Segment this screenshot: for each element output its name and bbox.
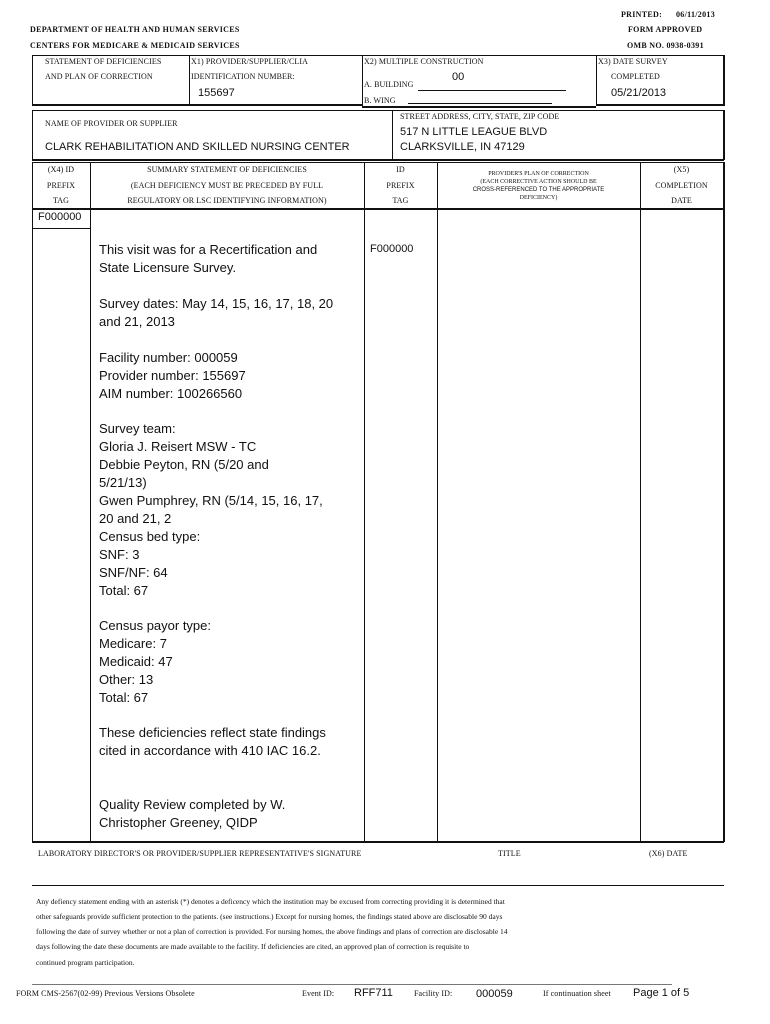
x5-header-2: COMPLETION xyxy=(655,181,708,190)
event-id-value: RFF711 xyxy=(354,987,393,999)
facility-id-label: Facility ID: xyxy=(414,989,453,998)
x4-header-1: (X4) ID xyxy=(47,165,75,174)
census-payor-label: Census payor type: xyxy=(99,618,212,633)
id-header-1: ID xyxy=(396,165,405,174)
plan-header-1: PROVIDER'S PLAN OF CORRECTION xyxy=(488,171,589,177)
summary-header-2: (EACH DEFICIENCY MUST BE PRECEDED BY FULL xyxy=(130,181,324,190)
paragraph-quality-review: Quality Review completed by W. Christopher Greeney, QIDP xyxy=(99,797,286,830)
printed-date: 06/11/2013 xyxy=(676,10,716,19)
census-payor-total: Total: 67 xyxy=(99,690,149,705)
survey-team-member-3: Gwen Pumphrey, RN (5/14, 15, 16, 17, 20 and 21, 2 xyxy=(99,493,323,526)
department-title: DEPARTMENT OF HEALTH AND HUMAN SERVICES xyxy=(30,25,240,34)
x5-header-1: (X5) xyxy=(673,165,690,174)
x4-header-2: PREFIX xyxy=(46,181,76,190)
name-label: NAME OF PROVIDER OR SUPPLIER xyxy=(45,119,178,128)
survey-team-member-2: Debbie Peyton, RN (5/20 and 5/21/13) xyxy=(99,457,269,490)
x6-date-label: (X6) DATE xyxy=(649,849,688,858)
census-bed-label: Census bed type: xyxy=(99,529,201,544)
disclaimer-line-4: days following the date these documents are made available to the facility. If deficiencies are cited, an approved plan of correction is requisite to xyxy=(36,942,470,951)
page-number: Page 1 of 5 xyxy=(633,987,690,999)
disclaimer-line-3: following the date of survey whether or not a plan of correction is provided. For nursing homes, the above findings and plans of correction are disclosable 14 xyxy=(36,927,508,936)
provider-name: CLARK REHABILITATION AND SKILLED NURSING CENTER xyxy=(45,141,350,153)
form-number: FORM CMS-2567(02-99) Previous Versions Obsolete xyxy=(16,989,195,998)
summary-header-1: SUMMARY STATEMENT OF DEFICIENCIES xyxy=(147,165,307,174)
plan-header-2: (EACH CORRECTIVE ACTION SHOULD BE xyxy=(480,179,597,185)
x5-header-3: DATE xyxy=(671,196,692,205)
printed-label: PRINTED: xyxy=(621,10,663,19)
survey-date: 05/21/2013 xyxy=(611,87,667,99)
census-medicare: Medicare: 7 xyxy=(99,636,167,651)
x1-label-2: IDENTIFICATION NUMBER: xyxy=(191,72,295,81)
census-snf: SNF: 3 xyxy=(99,547,140,562)
id-header-3: TAG xyxy=(392,196,409,205)
signature-label: LABORATORY DIRECTOR'S OR PROVIDER/SUPPLIER REPRESENTATIVE'S SIGNATURE xyxy=(38,849,362,858)
paragraph-visit: This visit was for a Recertification and State Licensure Survey. xyxy=(99,242,318,275)
address-line-2: CLARKSVILLE, IN 47129 xyxy=(400,141,525,153)
title-label: TITLE xyxy=(498,849,521,858)
census-medicaid: Medicaid: 47 xyxy=(99,654,173,669)
plan-header-4: DEFICIENCY) xyxy=(519,195,558,201)
provider-id: 155697 xyxy=(198,87,235,99)
disclaimer-line-5: continued program participation. xyxy=(36,958,135,967)
building-value: 00 xyxy=(452,71,465,83)
left-prefix-tag: F000000 xyxy=(38,211,82,223)
facility-id-value: 000059 xyxy=(476,988,513,1000)
centers-title: CENTERS FOR MEDICARE & MEDICAID SERVICES xyxy=(30,41,240,50)
statement-label-2: AND PLAN OF CORRECTION xyxy=(45,72,153,81)
building-label: A. BUILDING xyxy=(364,80,414,89)
form-approved: FORM APPROVED xyxy=(628,25,703,34)
survey-team-member-1: Gloria J. Reisert MSW - TC xyxy=(99,439,257,454)
disclaimer-line-1: Any defiency statement ending with an asterisk (*) denotes a deficency which the institution may be excused from correcting providing it is determined that xyxy=(36,897,505,906)
continuation-label: If continuation sheet xyxy=(543,989,611,998)
summary-header-3: REGULATORY OR LSC IDENTIFYING INFORMATION) xyxy=(127,196,327,205)
right-prefix-tag: F000000 xyxy=(370,243,414,255)
census-bed-total: Total: 67 xyxy=(99,583,149,598)
census-other: Other: 13 xyxy=(99,672,154,687)
aim-number: AIM number: 100266560 xyxy=(99,386,243,401)
id-header-2: PREFIX xyxy=(386,181,415,190)
x1-label-1: X1) PROVIDER/SUPPLIER/CLIA xyxy=(191,57,309,66)
survey-team-label: Survey team: xyxy=(99,421,176,436)
statement-label-1: STATEMENT OF DEFICIENCIES xyxy=(45,57,162,66)
x2-label: X2) MULTIPLE CONSTRUCTION xyxy=(364,57,484,66)
paragraph-survey-dates: Survey dates: May 14, 15, 16, 17, 18, 20 and 21, 2013 xyxy=(99,296,334,329)
x3-label-2: COMPLETED xyxy=(611,72,660,81)
omb-number: OMB NO. 0938-0391 xyxy=(627,41,704,50)
x3-label-1: X3) DATE SURVEY xyxy=(598,57,668,66)
facility-number: Facility number: 000059 xyxy=(99,350,238,365)
paragraph-deficiencies: These deficiencies reflect state findings cited in accordance with 410 IAC 16.2. xyxy=(99,725,326,758)
address-label: STREET ADDRESS, CITY, STATE, ZIP CODE xyxy=(400,112,560,121)
provider-number: Provider number: 155697 xyxy=(99,368,246,383)
disclaimer-line-2: other safeguards provide sufficient protection to the patients. (see instructions.) Except for nursing homes, the findings stated above are disclosable 90 days xyxy=(36,912,503,921)
address-line-1: 517 N LITTLE LEAGUE BLVD xyxy=(400,126,548,138)
wing-label: B. WING xyxy=(364,96,396,105)
plan-header-3: CROSS-REFERENCED TO THE APPROPRIATE xyxy=(472,187,605,193)
census-snf-nf: SNF/NF: 64 xyxy=(99,565,168,580)
event-id-label: Event ID: xyxy=(302,989,335,998)
x4-header-3: TAG xyxy=(52,196,70,205)
